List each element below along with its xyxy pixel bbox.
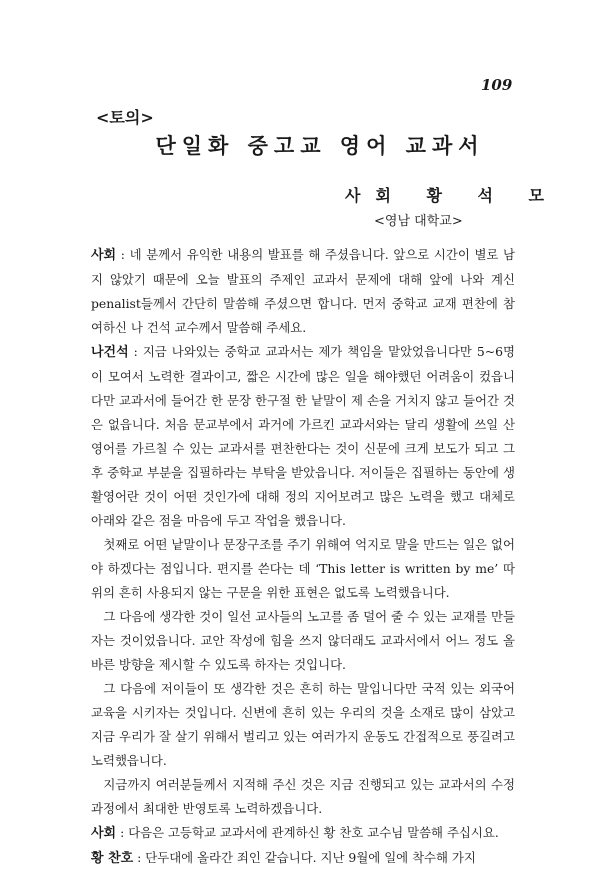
paragraph	[91, 677, 515, 773]
speaker-separator: :	[116, 247, 130, 262]
paragraph-text: 첫째로 어떤 낱말이나 문장구조를 주기 위해여 억지로 말을 만드는 일은 없어야 하겠다는 점입니다. 편지를 쓴다는 데 ‘This letter is written by me’ 따위의 흔히 사용되지 않는 구문을 위한 표현은 없도록 노력했읍니다.	[91, 537, 515, 600]
article-title: 단일화 중고교 영어 교과서	[155, 133, 485, 158]
paragraph	[91, 340, 515, 533]
speaker-label: 나건석	[91, 345, 129, 360]
paragraph-text: 다음은 고등학교 교과서에 관계하신 황 찬호 교수님 말씀해 주십시요.	[128, 825, 499, 840]
paragraph-text: 지금 나와있는 중학교 교과서는 제가 책임을 맡았었읍니다만 5~6명이 모여서 노력한 결과이고, 짧은 시간에 많은 일을 해야했던 어려움이 컸읍니다만 교과서에 들어간 한 문장 한구절 한 낱말이 제 손을 거치지 않고 들어간 것은 없읍니다. 처음 문교부에서 과거에 가르킨 교과서와는 달리 생활에 쓰일 산 영어를 가르칠 수 있는 교과서를 편찬한다는 것이 신문에 크게 보도가 되고 그후 중학교 부분을 집필하라는 부탁을 받았읍니다. 저이들은 집필하는 동안에 생활영어란 것이 어떤 것인가에 대해 정의 지어보려고 많은 노력을 했고 대체로 아래와 같은 점을 마음에 두고 작업을 했읍니다.	[91, 344, 515, 528]
paragraph	[91, 605, 515, 677]
speaker-separator: :	[116, 825, 129, 840]
paragraph-text: 그 다음에 생각한 것이 일선 교사들의 노고를 좀 덜어 줄 수 있는 교재를 만들자는 것이었읍니다. 교안 작성에 힘을 쓰지 않더래도 교과서에서 어느 정도 올바른 방향을 제시할 수 있도록 하자는 것입니다.	[91, 609, 515, 672]
author-affiliation: <영남 대학교>	[374, 214, 463, 229]
paragraph-text: 그 다음에 저이들이 또 생각한 것은 흔히 하는 말입니다만 국적 있는 외국어 교육을 시키자는 것입니다. 신변에 흔히 있는 우리의 것을 소재로 많이 삼았고 지금 우리가 잘 살기 위해서 벌리고 있는 여러가지 운동도 간접적으로 풍길려고 노력했읍니다.	[91, 681, 515, 768]
speaker-label: 사회	[91, 826, 117, 841]
paragraph	[91, 821, 515, 846]
speaker-separator: :	[128, 344, 143, 359]
paragraph	[91, 773, 515, 821]
paragraph	[91, 846, 515, 871]
speaker-label: 사회	[91, 248, 117, 263]
paragraph-text: 지금까지 여러분들께서 지적해 주신 것은 지금 진행되고 있는 교과서의 수정 과정에서 최대한 반영토록 노력하겠읍니다.	[91, 777, 515, 816]
speaker-label: 황 찬호	[91, 851, 134, 866]
section-category: <토의>	[96, 108, 154, 127]
paragraph	[91, 243, 515, 340]
page-number: 109	[481, 76, 513, 94]
author-line: 사회 황 석 모	[345, 186, 559, 205]
paragraph	[91, 533, 515, 605]
speaker-separator: :	[133, 850, 146, 865]
paragraph-text: 단두대에 올라간 죄인 같습니다. 지난 9월에 일에 착수해 가지	[145, 850, 476, 865]
article-body	[91, 243, 515, 871]
paragraph-text: 네 분께서 유익한 내용의 발표를 해 주셨읍니다. 앞으로 시간이 별로 남지 않았기 때문에 오늘 발표의 주제인 교과서 문제에 대해 앞에 나와 계신 penalist들께서 간단히 말씀해 주셨으면 합니다. 먼저 중학교 교재 편찬에 참여하신 나 건석 교수께서 말씀해 주세요.	[91, 247, 515, 335]
